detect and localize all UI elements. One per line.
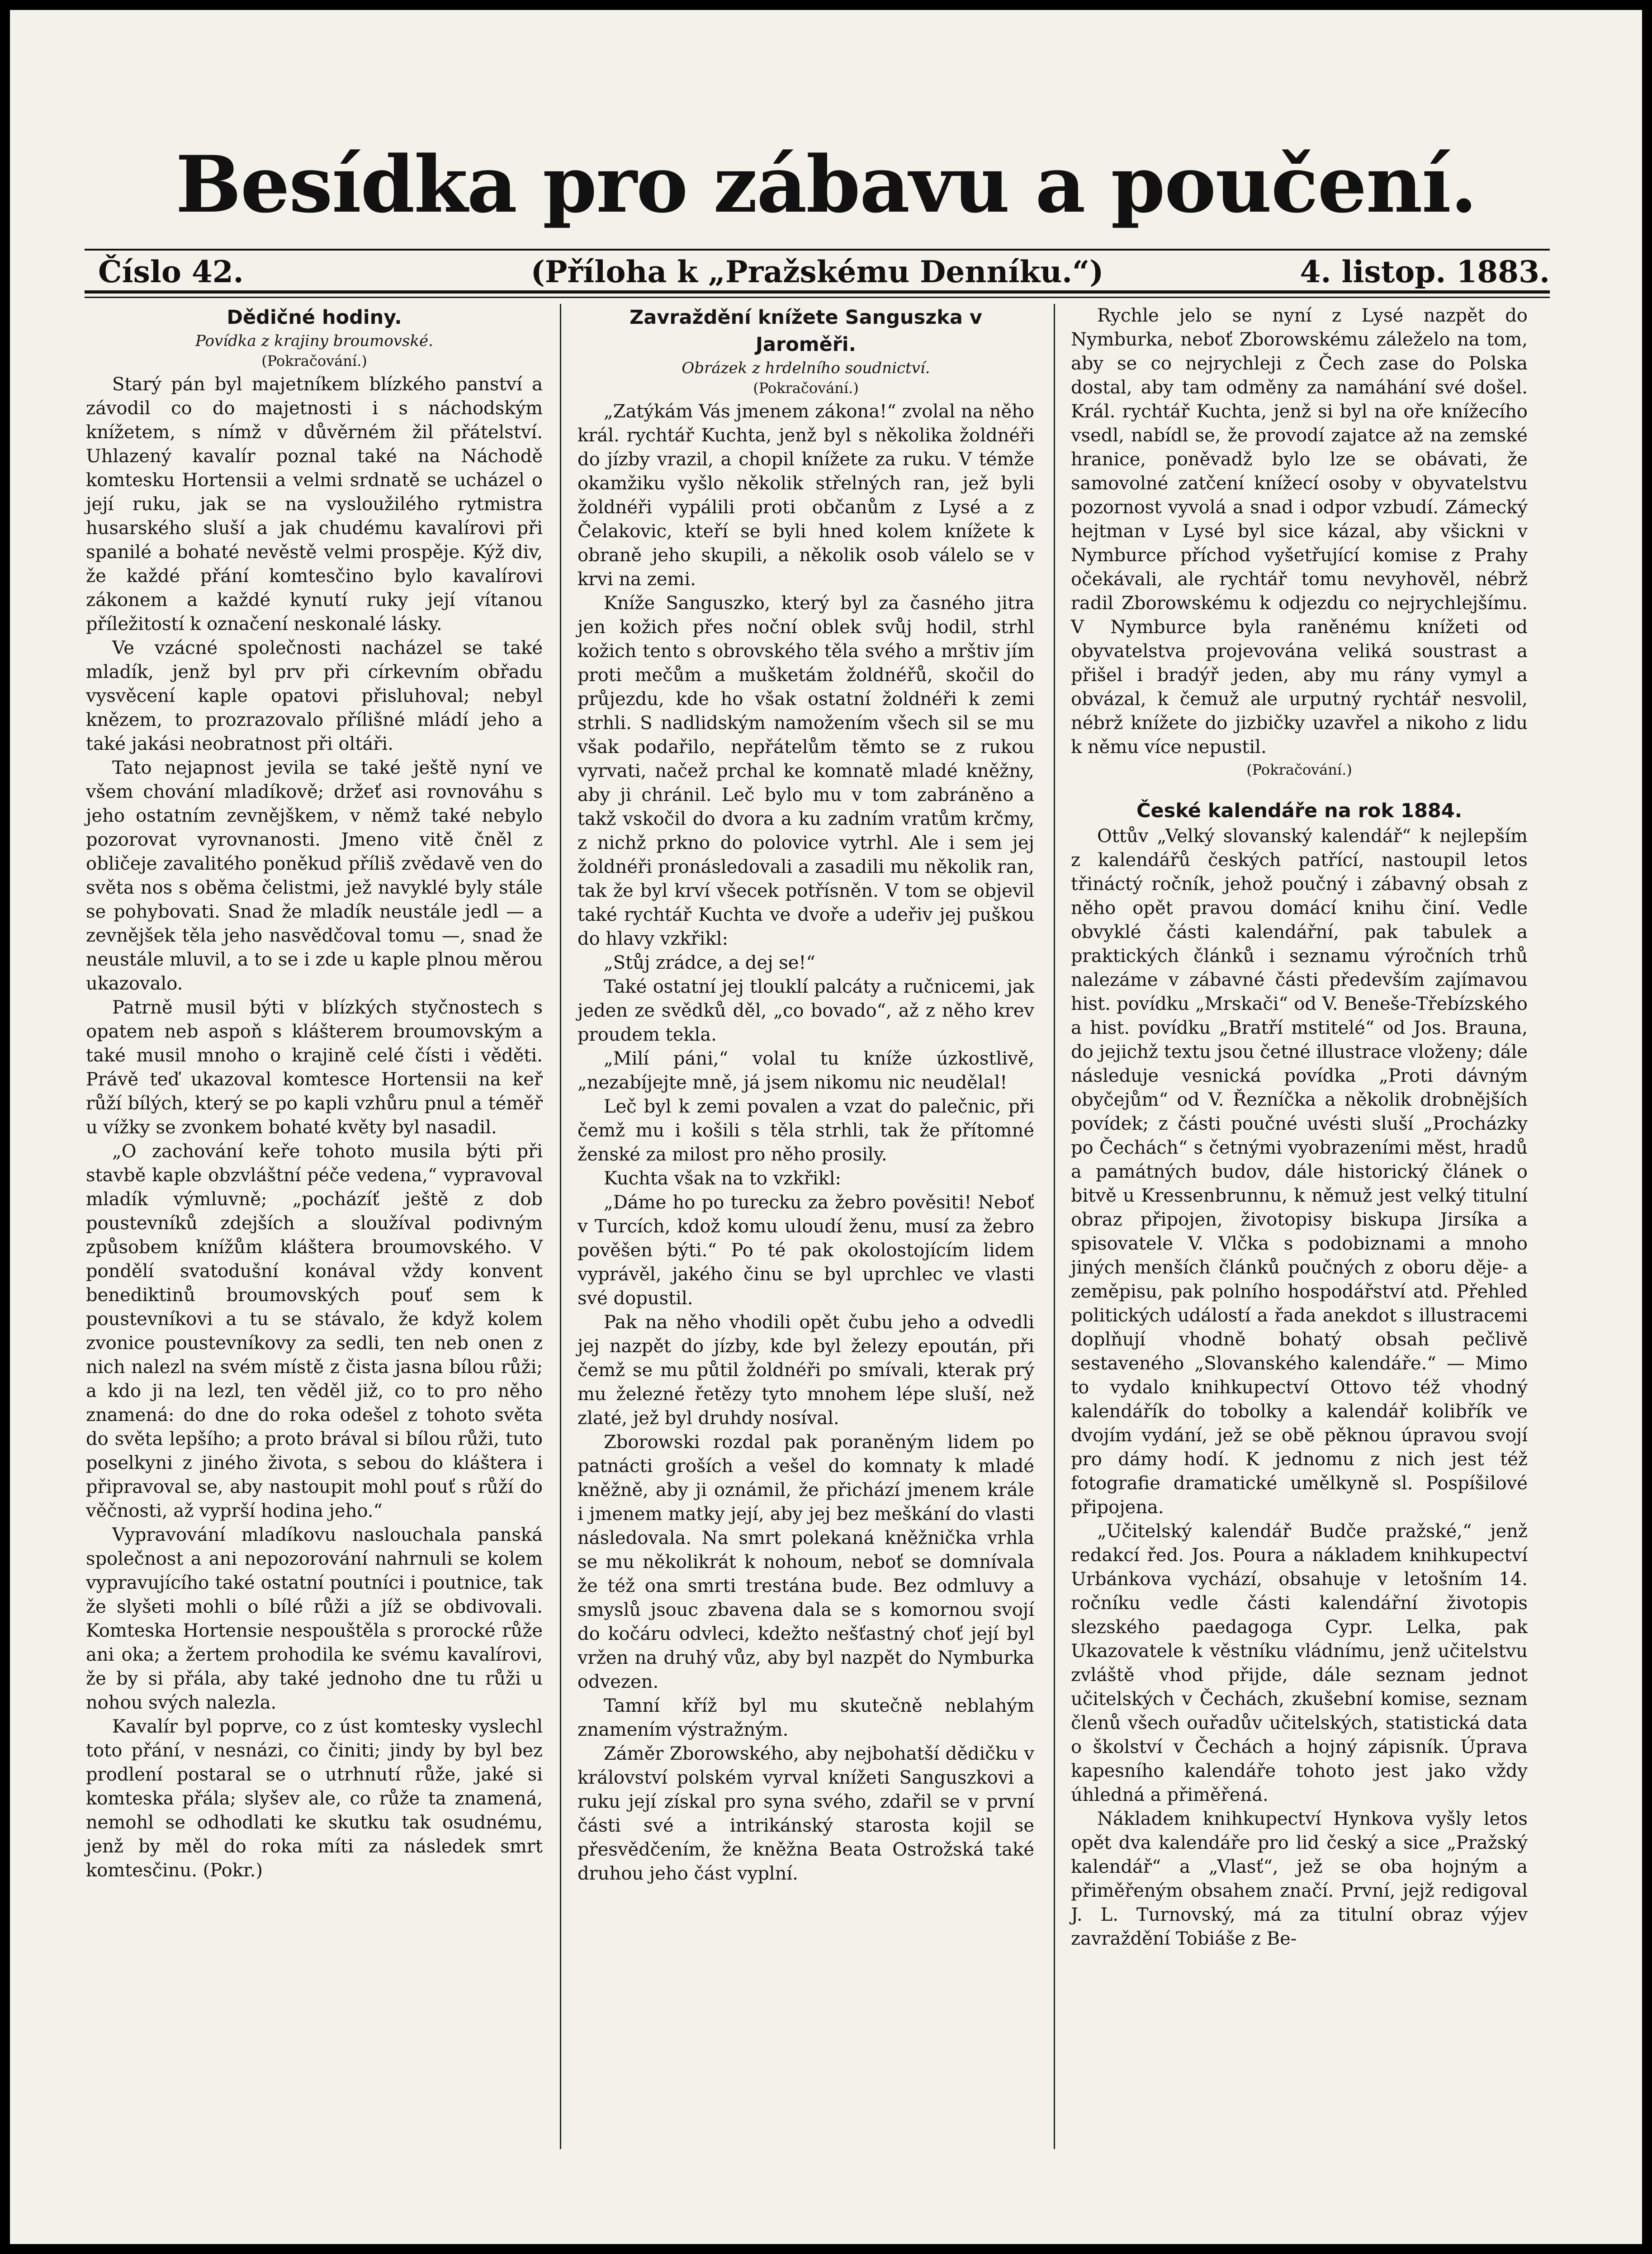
column-divider — [1054, 304, 1055, 2149]
masthead-title: Besídka pro zábavu a poučení. — [175, 138, 1477, 230]
paragraph: Vypravování mladíkovu naslouchala panská společnost a ani nepozorování nahrnuli se kolem vypravujícího také ostatní poutníci i poutnice, tak že slyšeti mohli o bílé růži a jíž se obdivovali. Komteska Hortensie nespouštěla s prorocké růže ani oka; a žertem prohodila ke svému kavalírovi, že by si přála, aby také jednoho dne tu růži u nohou svých nalezla. — [86, 1525, 543, 1713]
newspaper-page — [10, 10, 1642, 2244]
continued-note: (Pokračování.) — [753, 379, 859, 397]
paragraph: Tamní kříž byl mu skutečně neblahým znamením výstražným. — [577, 1695, 1034, 1740]
column-2 — [577, 304, 1034, 1886]
article-subtitle: Obrázek z hrdelního soudnictví. — [682, 359, 930, 377]
paragraph: „Milí páni,“ volal tu kníže úzkostlivě, „nezabíjejte mně, já jsem nikomu nic neudělal! — [577, 1048, 1034, 1093]
column-divider — [560, 304, 561, 2149]
paragraph: Pak na něho vhodili opět čubu jeho a odvedli jej nazpět do jízby, kde byl železy epoután, při čemž se mu půtil žoldnéři po smívali, kterak prý mu železné řetězy tyto mnohem lépe sluší, než zlaté, jež byl druhdy nosíval. — [577, 1312, 1034, 1429]
paragraph: Rychle jelo se nyní z Lysé nazpět do Nymburka, neboť Zborowskému záleželo na tom, aby se co nejrychleji z Čech zase do Polska dostal, aby tam odměny za namáhání své došel. Král. rychtář Kuchta, jenž si byl na oře knížecího vsedl, nabídl se, že provodí zajatce až na zemské hranice, poněvadž bylo lze se obávati, že samovolné zatčení knížecí osoby v obyvatelstvu pozornost vyvolá a snad i odpor vzbudí. Zámecký hejtman v Lysé byl sice kázal, aby všickni v Nymburce příchod vyšetřující komise z Prahy očekávali, ale rychtář tomu nevyhověl, nébrž radil Zborowskému k odjezdu co nejrychlejšímu. V Nymburce byla raněnému knížeti od obyvatelstva projevována veliká soustrast a přišel i bradýř jeden, aby mu rány vymyl a obvázal, k čemuž ale urputný rychtář nesvolil, nébrž knížete do jizbičky uzavřel a nikoho z lidu k němu více nepustil. — [1071, 305, 1528, 758]
continued-note: (Pokračování.) — [261, 352, 367, 369]
column-3 — [1071, 304, 1528, 1951]
issue-number: Číslo 42. — [98, 254, 244, 289]
header-rule-thin — [85, 297, 1550, 298]
paragraph: Kuchta však na to vzkřikl: — [604, 1168, 842, 1189]
header-rule-thick — [85, 290, 1550, 294]
article-subtitle: Povídka z krajiny broumovské. — [195, 332, 433, 350]
paragraph: „O zachování keře tohoto musila býti při stavbě kaple obzvláštní péče vedena,“ vypravoval mladík výmluvně; „pocházíť ještě z dob poustevníků zdejších a sloužíval podivným způsobem knížům kláštera broumovského. V pondělí svatodušní konával vždy konvent benediktinů broumovských pouť sem k poustevníkovi a tu se stávalo, že když kolem zvonice poustevníkovy za sedli, ten neb onen z nich nalezl na svém místě z čista jasna bílou růži; a kdo ji na lezl, ten věděl již, co to pro něho znamená: do dne do roka odešel z tohoto světa do světa lepšího; a proto brával si bílou růži, tuto poselkyni z jiného života, s sebou do kláštera i připravoval se, aby nastoupit mohl pouť s růží do věčnosti, až vyprší hodina jeho.“ — [86, 1141, 543, 1521]
column-1 — [86, 304, 543, 1883]
continued-note: (Pokračování.) — [1246, 761, 1352, 778]
paragraph: Zborowski rozdal pak poraněným lidem po patnácti groších a vešel do komnaty k mladé kněžně, aby ji oznámil, že přichází jmenem krále i jmenem matky její, aby jej bez meškání do vlasti následovala. Na smrt polekaná kněžnička vrhla se mu několikrát k nohoum, neboť se domnívala že též ona smrti trestána bude. Bez odmluvy a smyslů jsouc zbavena dala se s komornou svojí do kočáru odvleci, kdežto nešťastný choť její byl vržen na druhý vůz, aby byl nazpět do Nymburka odvezen. — [577, 1432, 1034, 1692]
paragraph: Starý pán byl majetníkem blízkého panství a závodil co do majetnosti i s náchodským knížetem, s nímž v důvěrném žil přátelství. Uhlazený kavalír poznal také na Náchodě komtesku Hortensii a velmi srdnatě se ucházel o její ruku, jak se na vysloužilého rytmistra husarského sluší a jak chudému kavalírovi při spanilé a bohaté nevěstě velmi prospěje. Kýž div, že každé přání komtesčino bylo kavalírovi zákonem a každé kynutí ruky její vítanou příležitostí k označení neskonalé lásky. — [86, 374, 543, 635]
paragraph: Také ostatní jej tlouklí palcáty a ručnicemi, jak jeden ze svědků děl, „co bovado“, až z něho krev proudem tekla. — [577, 976, 1034, 1045]
paragraph: Ve vzácné společnosti nacházel se také mladík, jenž byl prv při církevním obřadu vysvěcení kaple opatovi přisluhoval; nebyl knězem, to prozrazovalo přílišné mládí jeho a také jakási neobratnost při oltáři. — [86, 638, 543, 754]
issue-info-bar — [85, 254, 1550, 295]
masthead-rule — [85, 249, 1550, 251]
paragraph: Nákladem knihkupectví Hynkova vyšly letos opět dva kalendáře pro lid český a sice „Pražský kalendář“ a „Vlasť“, jež se oba hojným a přiměřeným obsahem značí. První, jejž redigoval J. L. Turnovský, má za titulní obraz výjev zavraždění Tobiáše z Be- — [1071, 1809, 1528, 1949]
paragraph: Leč byl k zemi povalen a vzat do palečnic, při čemž mu i košili s těla strhli, tak že přítomné ženské za milost pro něho prosily. — [577, 1096, 1034, 1165]
paragraph: „Stůj zrádce, a dej se!“ — [604, 952, 815, 973]
paragraph: Kníže Sanguszko, který byl za časného jitra jen kožich přes noční oblek svůj hodil, strhl kožich tento s obrovského těla svého a mrštiv jím proti mečům a mušketám žoldnéřů, skočil do průjezdu, kde ho však ostatní žoldnéři k zemi strhli. S nadlidským namožením všech sil se mu však podařilo, nepřátelům těmto se z rukou vyrvati, načež prchal ke komnatě mladé kněžny, aby ji chránil. Leč bylo mu v tom zabráněno a takž vskočil do dvora a ku zadním vratům krčmy, z nichž prkno do polovice vytrhl. Ale i sem jej žoldnéři pronásledovali a zasadili mu několik ran, tak že byl krví všecek potřísněn. V tom se objevil také rychtář Kuchta ve dvoře a udeřiv jej puškou do hlavy vzkřikl: — [577, 593, 1034, 949]
paragraph: „Zatýkám Vás jmenem zákona!“ zvolal na něho král. rychtář Kuchta, jenž byl s několika žoldnéři do jízby vrazil, a chopil knížete za ruku. V témže okamžiku vyšlo několik střelných ran, jež byli žoldnéři vypálili proti občanům z Lysé a z Čelakovic, kteří se byli hned kolem knížete k obraně jeho skupili, a několik osob válelo se v krvi na zemi. — [577, 401, 1034, 590]
paragraph: Ottův „Velký slovanský kalendář“ k nejlepším z kalendářů českých patřící, nastoupil letos třináctý ročník, jehož poučný i zábavný obsah z něho opět pravou domácí knihu činí. Vedle obvyklé části kalendářní, pak tabulek a praktických článků i seznamu výročních trhů nalezáme v zábavné části především zajímavou hist. povídku „Mrskači“ od V. Beneše-Třebízského a hist. povídku „Bratří mstitelé“ od Jos. Brauna, do jejichž textu jsou četné illustrace vloženy; dále následuje vesnická povídka „Proti dávným obyčejům“ od V. Řezníčka a několik drobnějších povídek; z části poučné uvésti sluší „Procházky po Čechách“ s četnými vyobrazeními měst, hradů a památných budov, dále historický článek o bitvě u Kressenbrunnu, k němuž jest velký titulní obraz připojen, životopisy biskupa Jirsíka a spisovatele V. Vlčka s podobiznami a mnoho jiných menších článků poučných z oboru děje- a zeměpisu, pak polního hospodářství atd. Přehled politických událostí a řada anekdot s illustracemi doplňují vhodně bohatý obsah pečlivě sestaveného „Slovanského kalendáře.“ — Mimo to vydalo knihkupectví Ottovo též vhodný kalendářík do tobolky a kalendář kolibřík ve dvojím vydání, jež se obě pěknou úpravou svojí pro dámy hodí. K jednomu z nich jest též fotografie dramatické umělkyně sl. Pospíšilové připojena. — [1071, 826, 1528, 1518]
paragraph: Tato nejapnost jevila se také ještě nyní ve všem chování mladíkově; držeť asi rovnováhu s jeho ostatním zevnějškem, v němž také nebylo pozorovat vyrovnanosti. Jmeno vitě čněl z obličeje zavalitého poněkud příliš zvědavě ven do světa nos s oběma čelistmi, jež navyklé byly stále se pohybovati. Snad že mladík neustále jedl — a zevnějšek těla jeho nasvědčoval tomu —, snad že neustále mluvil, a to se i zde u kaple plnou měrou ukazovalo. — [86, 758, 543, 994]
paragraph: Záměr Zborowského, aby nejbohatší dědičku v království polském vyrval knížeti Sanguszkovi a ruku její získal pro syna svého, zdařil se v první části své a intrikánský starosta kojil se přesvědčením, že kněžna Beata Ostrožská také druhou jeho část vyplní. — [577, 1743, 1034, 1884]
issue-date: 4. listop. 1883. — [1300, 254, 1550, 289]
paragraph: „Dáme ho po turecku za žebro pověsiti! Neboť v Turcích, kdož komu uloudí ženu, musí za žebro pověšen býti.“ Po té pak okolostojícím lidem vyprávěl, jakého činu se byl uprchlec ve vlasti své dopustil. — [577, 1192, 1034, 1309]
paragraph: „Učitelský kalendář Budče pražské,“ jenž redakcí řed. Jos. Poura a nákladem knihkupectví Urbánkova vychází, obsahuje v letošním 14. ročníku vedle části kalendářní životopis slezského paedagoga Cypr. Lelka, pak Ukazovatele k věstníku vládnímu, jenž učitelstvu zvláště vhod přijde, dále seznam jednot učitelských v Čechách, zkušební komise, seznam členů všech ouřadův učitelských, statistická data o školství v Čechách a hojný zápisník. Úprava kapesního kalendáře tohoto jest jako vždy úhledná a přiměřená. — [1071, 1521, 1528, 1805]
article-headline: Zavraždění knížete Sanguszka v Jaroměři. — [630, 306, 982, 356]
supplement-note: (Příloha k „Pražskému Denníku.“) — [530, 254, 1104, 289]
article-headline: České kalendáře na rok 1884. — [1136, 800, 1463, 822]
paragraph: Patrně musil býti v blízkých styčnostech s opatem neb aspoň s klášterem broumovským a také musil mnoho o krajině celé čísti i věděti. Právě teď ukazoval komtesce Hortensii na keř růží bílých, který se po kapli vzhůru pnul a téměř u vížky se zvonkem bohaté květy byl nasadil. — [86, 997, 543, 1138]
paragraph: Kavalír byl poprve, co z úst komtesky vyslechl toto přání, v nesnázi, co činiti; jindy by byl bez prodlení postaral se o utrhnutí růže, jaké si komteska přála; slyšev ale, co růže ta znamená, nemohl se odhodlati ke skutku tak osudnému, jenž by měl do roka míti za následek smrt komtesčinu. (Pokr.) — [86, 1716, 543, 1881]
article-headline: Dědičné hodiny. — [227, 306, 402, 329]
